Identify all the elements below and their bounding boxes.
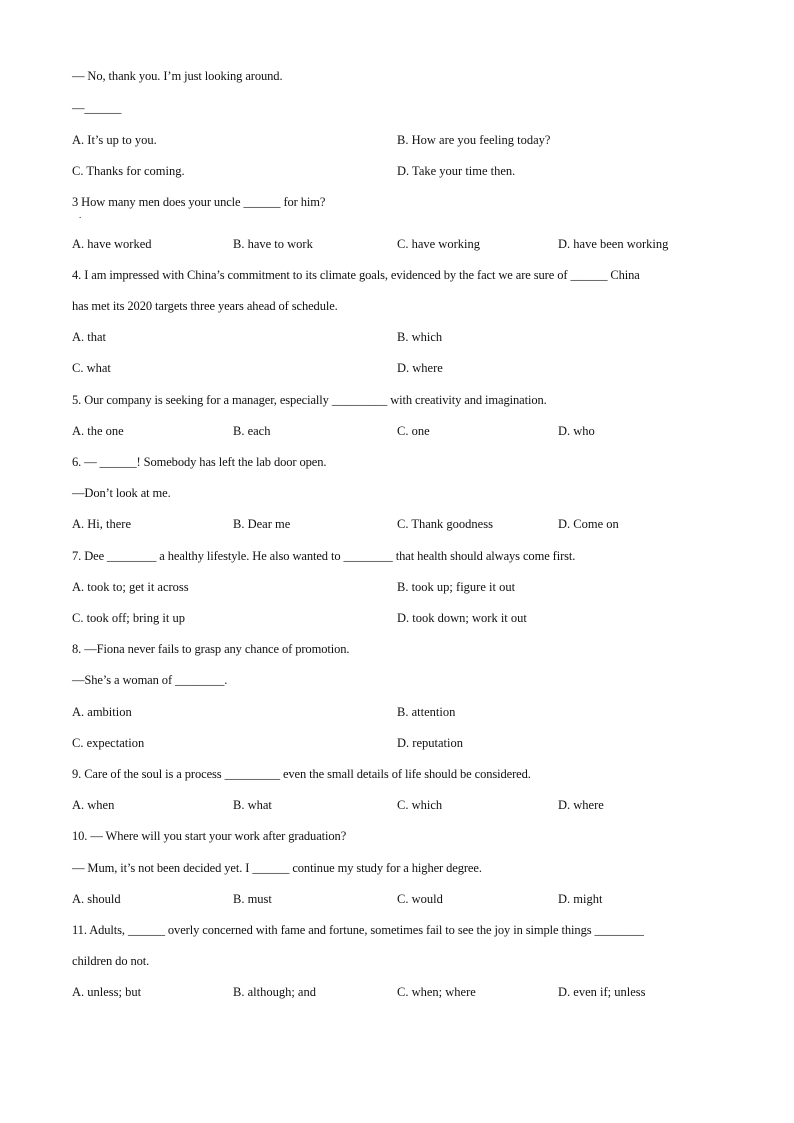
q10-stem: 10. — Where will you start your work after graduation? <box>72 829 347 843</box>
q6-option-b: B. Dear me <box>233 517 291 531</box>
q8-option-b: B. attention <box>397 705 456 719</box>
q7-option-b: B. took up; figure it out <box>397 580 516 594</box>
q2-option-b: B. How are you feeling today? <box>397 133 551 147</box>
q5-option-c: C. one <box>397 424 430 438</box>
q3-option-c: C. have working <box>397 237 480 251</box>
q6-option-d: D. Come on <box>558 517 619 531</box>
q11-stem-line2: children do not. <box>72 954 150 968</box>
q4-stem-line1: 4. I am impressed with China’s commitment to its climate goals, evidenced by the fact we are sure of ______ China <box>72 268 640 282</box>
q3-stem: 3 How many men does your uncle ______ for him? <box>72 195 326 209</box>
q4-stem-line2: has met its 2020 targets three years ahead of schedule. <box>72 299 338 313</box>
q6-stem: 6. — ______! Somebody has left the lab door open. <box>72 455 327 469</box>
q6-option-c: C. Thank goodness <box>397 517 493 531</box>
q11-option-d: D. even if; unless <box>558 985 646 999</box>
q3-option-b: B. have to work <box>233 237 313 251</box>
q2-blank-line: —______ <box>72 101 122 115</box>
q5-option-b: B. each <box>233 424 271 438</box>
q11-stem-line1: 11. Adults, ______ overly concerned with fame and fortune, sometimes fail to see the joy in simple things ________ <box>72 923 644 937</box>
q8-reply: —She’s a woman of ________. <box>72 673 228 687</box>
q9-option-c: C. which <box>397 798 443 812</box>
q6-option-a: A. Hi, there <box>72 517 132 531</box>
q2-option-a: A. It’s up to you. <box>72 133 157 147</box>
q11-option-c: C. when; where <box>397 985 476 999</box>
q7-stem: 7. Dee ________ a healthy lifestyle. He also wanted to ________ that health should always come first. <box>72 549 576 563</box>
q10-option-d: D. might <box>558 892 603 906</box>
q3-option-d: D. have been working <box>558 237 669 251</box>
q8-option-c: C. expectation <box>72 736 145 750</box>
q3-option-a: A. have worked <box>72 237 152 251</box>
q6-reply: —Don’t look at me. <box>72 486 171 500</box>
q7-option-c: C. took off; bring it up <box>72 611 185 625</box>
q10-option-b: B. must <box>233 892 272 906</box>
q3-mark: . <box>79 210 82 220</box>
q7-option-d: D. took down; work it out <box>397 611 527 625</box>
q5-stem: 5. Our company is seeking for a manager, especially _________ with creativity and imagination. <box>72 393 547 407</box>
q4-option-c: C. what <box>72 361 111 375</box>
q8-option-d: D. reputation <box>397 736 463 750</box>
q2-option-d: D. Take your time then. <box>397 164 516 178</box>
q7-option-a: A. took to; get it across <box>72 580 189 594</box>
q4-option-b: B. which <box>397 330 443 344</box>
q9-stem: 9. Care of the soul is a process _________ even the small details of life should be considered. <box>72 767 531 781</box>
q9-option-a: A. when <box>72 798 115 812</box>
q4-option-a: A. that <box>72 330 107 344</box>
q11-option-a: A. unless; but <box>72 985 142 999</box>
q4-option-d: D. where <box>397 361 443 375</box>
q10-option-c: C. would <box>397 892 443 906</box>
q8-option-a: A. ambition <box>72 705 132 719</box>
q8-stem: 8. —Fiona never fails to grasp any chance of promotion. <box>72 642 350 656</box>
q11-option-b: B. although; and <box>233 985 316 999</box>
q9-option-b: B. what <box>233 798 272 812</box>
q2-option-c: C. Thanks for coming. <box>72 164 185 178</box>
q9-option-d: D. where <box>558 798 604 812</box>
q10-reply: — Mum, it’s not been decided yet. I ______ continue my study for a higher degree. <box>72 861 482 875</box>
q2-dialog-line: — No, thank you. I’m just looking around. <box>72 69 283 83</box>
q5-option-d: D. who <box>558 424 595 438</box>
q10-option-a: A. should <box>72 892 121 906</box>
q5-option-a: A. the one <box>72 424 124 438</box>
